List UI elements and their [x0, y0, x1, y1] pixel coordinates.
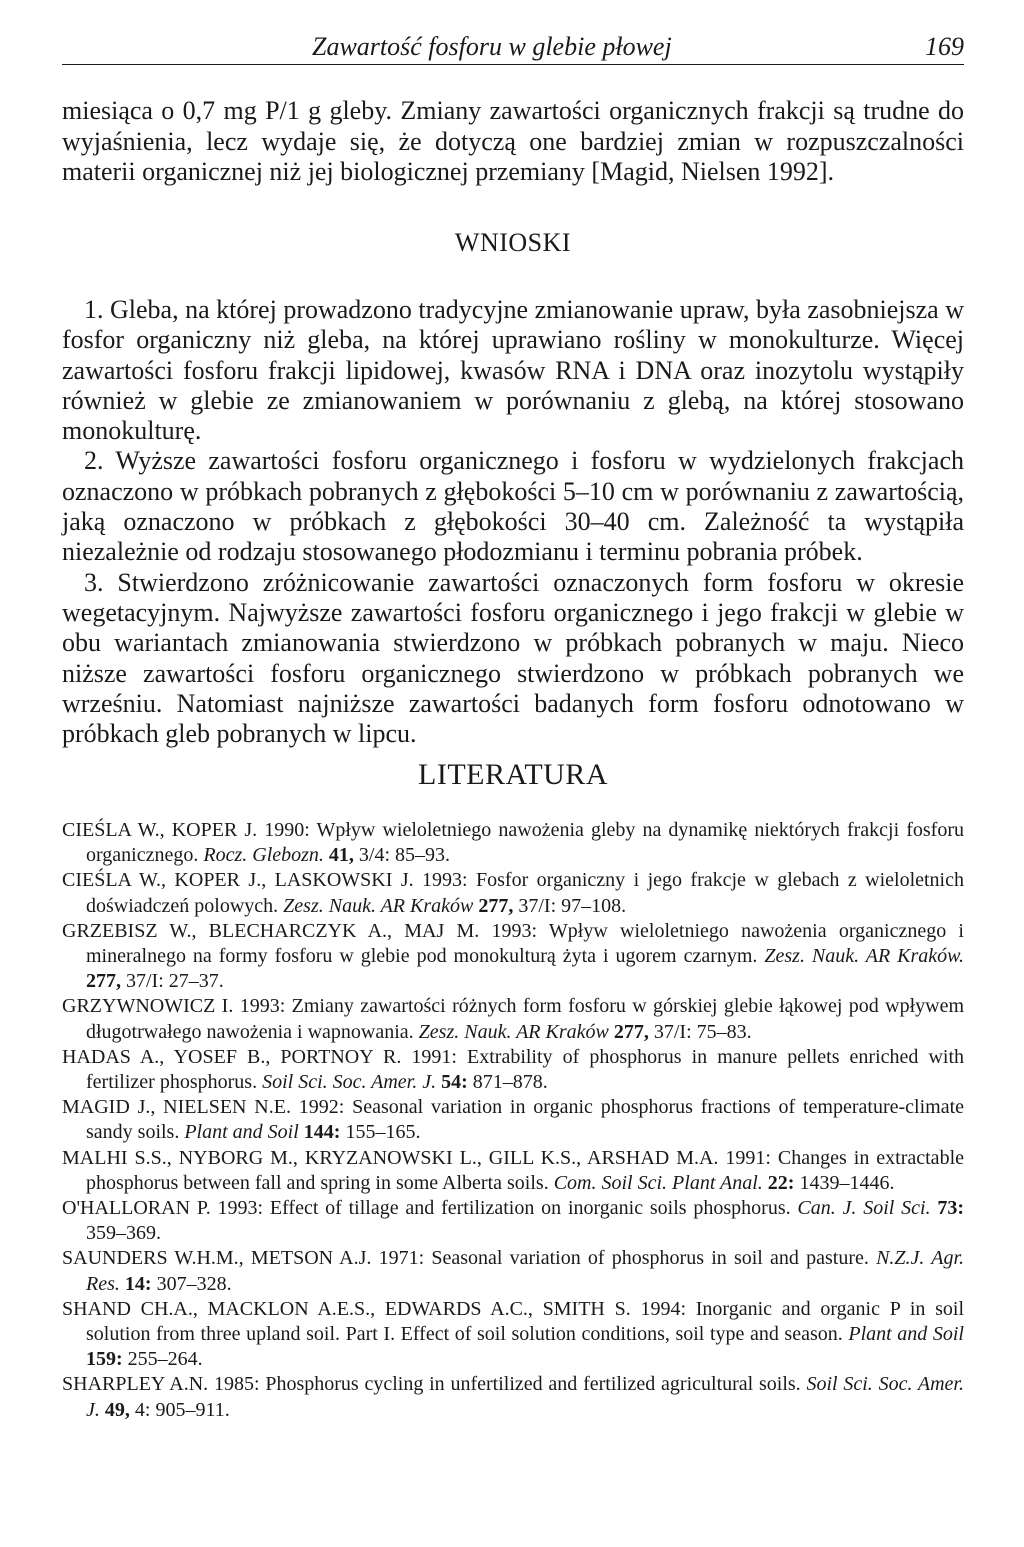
running-title: Zawartość fosforu w glebie płowej	[312, 32, 672, 61]
reference-item: O'HALLORAN P. 1993: Effect of tillage and fertilization on inorganic soils phosphorus. Can. J. Soil Sci. 73: 359–369.	[62, 1197, 964, 1245]
conclusions-heading: WNIOSKI	[454, 228, 572, 257]
conclusions-list	[62, 295, 964, 749]
reference-item: MAGID J., NIELSEN N.E. 1992: Seasonal variation in organic phosphorus fractions of temperature-climate sandy soils. Plant and Soil 144: 155–165.	[62, 1096, 965, 1144]
conclusion-item: 3. Stwierdzono zróżnicowanie zawartości oznaczonych form fosforu w okresie wegetacyjnym. Najwyższe zawartości fosforu organicznego i jego frakcji w glebie w obu wariantach zmianowania stwierdzono w próbkach pobranych w maju. Nieco niższe zawartości fosforu organicznego stwierdzono w próbkach pobranych we wrześniu. Natomiast najniższe zawartości badanych form fosforu odnotowano w próbkach gleb pobranych w lipcu.	[62, 567, 964, 749]
conclusion-item: 1. Gleba, na której prowadzono tradycyjne zmianowanie upraw, była zasobniejsza w fosfor organiczny niż gleba, na której uprawiano rośliny w monokulturze. Więcej zawartości fosforu frakcji lipidowej, kwasów RNA i DNA oraz inozytolu wystąpiły również w glebie ze zmianowaniem w porównaniu z glebą, na której stosowano monokulturę.	[62, 295, 964, 446]
reference-item: GRZYWNOWICZ I. 1993: Zmiany zawartości różnych form fosforu w górskiej glebie łąkowej pod wpływem długotrwałego nawożenia i wapnowania. Zesz. Nauk. AR Kraków 277, 37/I: 75–83.	[62, 995, 964, 1043]
reference-item: SHARPLEY A.N. 1985: Phosphorus cycling in unfertilized and fertilized agricultural soils. Soil Sci. Soc. Amer. J. 49, 4: 905–911.	[62, 1373, 964, 1421]
intro-text	[62, 96, 964, 188]
reference-item: CIEŚLA W., KOPER J., LASKOWSKI J. 1993: Fosfor organiczny i jego frakcje w glebach z wieloletnich doświadczeń polowych. Zesz. Nauk. AR Kraków 277, 37/I: 97–108.	[62, 869, 964, 917]
reference-item: MALHI S.S., NYBORG M., KRYZANOWSKI L., GILL K.S., ARSHAD M.A. 1991: Changes in extractable phosphorus between fall and spring in some Alberta soils. Com. Soil Sci. Plant Anal. 22: 1439–1446.	[62, 1146, 964, 1194]
reference-item: GRZEBISZ W., BLECHARCZYK A., MAJ M. 1993: Wpływ wieloletniego nawożenia organicznego i mineralnego na formy fosforu w glebie pod monokulturą żyta i ugorem czarnym. Zesz. Nauk. AR Kraków. 277, 37/I: 27–37.	[62, 919, 964, 993]
reference-item: SHAND CH.A., MACKLON A.E.S., EDWARDS A.C., SMITH S. 1994: Inorganic and organic P in soil solution from three upland soil. Part I. Effect of soil solution conditions, soil type and season. Plant and Soil 159: 255–264.	[62, 1297, 965, 1371]
reference-item: SAUNDERS W.H.M., METSON A.J. 1971: Seasonal variation of phosphorus in soil and pasture. N.Z.J. Agr. Res. 14: 307–328.	[62, 1247, 965, 1295]
reference-list	[62, 818, 964, 1423]
intro-paragraph: miesiąca o 0,7 mg P/1 g gleby. Zmiany zawartości organicznych frakcji są trudne do wyjaśnienia, lecz wydaje się, że dotyczą one bardziej zmian w rozpuszczalności materii organicznej niż jej biologicznej przemiany [Magid, Nielsen 1992].	[62, 96, 964, 187]
running-header	[62, 28, 964, 65]
conclusion-item: 2. Wyższe zawartości fosforu organicznego i fosforu w wydzielonych frakcjach oznaczono w próbkach pobranych z głębokości 5–10 cm w porównaniu z zawartością, jaką oznaczono w próbkach z głębokości 30–40 cm. Zależność ta wystąpiła niezależnie od rodzaju stosowanego płodozmianu i terminu pobrania próbek.	[62, 446, 964, 567]
reference-item: CIEŚLA W., KOPER J. 1990: Wpływ wieloletniego nawożenia gleby na dynamikę niektórych frakcji fosforu organicznego. Rocz. Glebozn. 41, 3/4: 85–93.	[62, 819, 964, 867]
reference-item: HADAS A., YOSEF B., PORTNOY R. 1991: Extrability of phosphorus in manure pellets enriched with fertilizer phosphorus. Soil Sci. Soc. Amer. J. 54: 871–878.	[62, 1045, 964, 1094]
literature-heading: LITERATURA	[418, 758, 608, 791]
page-number: 169	[925, 32, 964, 61]
